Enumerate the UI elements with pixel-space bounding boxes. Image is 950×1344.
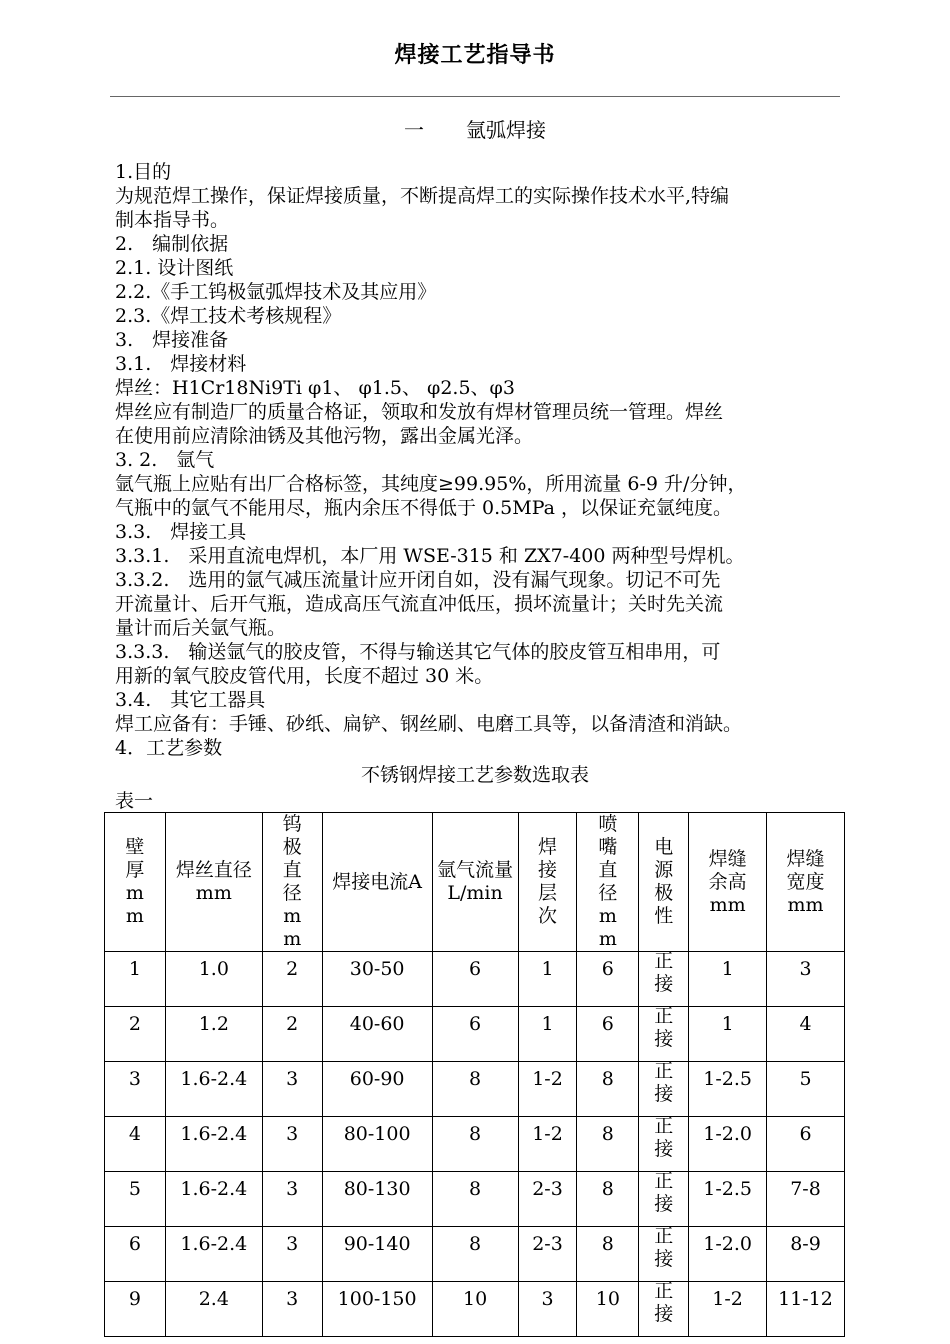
table-header-row — [105, 813, 845, 952]
text-line: 2.3.《焊工技术考核规程》 — [115, 305, 342, 327]
text-line: 2.2.《手工钨极氩弧焊技术及其应用》 — [115, 281, 437, 303]
table-row — [105, 1117, 845, 1172]
table-cell: 8 — [577, 1062, 639, 1117]
table-cell: 6 — [432, 952, 518, 1007]
table-cell: 6 — [767, 1117, 845, 1172]
table-cell: 2-3 — [518, 1172, 577, 1227]
table-cell: 2 — [105, 1007, 166, 1062]
text-line: 开流量计、后开气瓶，造成高压气流直冲低压，损坏流量计；关时先关流 — [115, 593, 724, 615]
table-cell: 2.4 — [165, 1282, 262, 1337]
table-cell: 8 — [577, 1117, 639, 1172]
table-cell: 4 — [767, 1007, 845, 1062]
document-body — [115, 160, 843, 760]
text-line: 气瓶中的氩气不能用尽，瓶内余压不得低于 0.5MPa ，以保证充氩纯度。 — [115, 497, 733, 519]
section-heading — [0, 114, 950, 143]
table-cell: 1.6-2.4 — [165, 1062, 262, 1117]
text-line: 3. 焊接准备 — [115, 329, 229, 351]
welding-parameter-table — [104, 812, 845, 1337]
text-line: 用新的氧气胶皮管代用，长度不超过 30 米。 — [115, 665, 494, 687]
table-cell: 3 — [518, 1282, 577, 1337]
text-line: 3.1. 焊接材料 — [115, 353, 247, 375]
header-argon-flow: 氩气流量L/min — [432, 813, 518, 952]
table-row — [105, 1007, 845, 1062]
table-cell: 正接 — [639, 1062, 689, 1117]
text-line: 量计而后关氩气瓶。 — [115, 617, 287, 639]
table-cell: 1-2 — [518, 1062, 577, 1117]
table-cell: 正接 — [639, 1282, 689, 1337]
table-cell: 90-140 — [322, 1227, 432, 1282]
table-cell: 正接 — [639, 952, 689, 1007]
text-line: 2. 编制依据 — [115, 233, 229, 255]
table-cell: 9 — [105, 1282, 166, 1337]
text-line: 4．工艺参数 — [115, 737, 223, 759]
table-cell: 1 — [689, 952, 767, 1007]
text-line: 3.3.3. 输送氩气的胶皮管，不得与输送其它气体的胶皮管互相串用，可 — [115, 641, 721, 663]
table-cell: 1-2 — [689, 1282, 767, 1337]
table-cell: 2-3 — [518, 1227, 577, 1282]
table-cell: 8 — [577, 1227, 639, 1282]
header-weld-width: 焊缝宽度mm — [767, 813, 845, 952]
table-cell: 1 — [105, 952, 166, 1007]
table-cell: 1.2 — [165, 1007, 262, 1062]
table-cell: 8 — [432, 1117, 518, 1172]
table-cell: 1-2.0 — [689, 1227, 767, 1282]
table-cell: 1 — [689, 1007, 767, 1062]
table-cell: 2 — [262, 952, 322, 1007]
table-cell: 2 — [262, 1007, 322, 1062]
text-line: 氩气瓶上应贴有出厂合格标签，其纯度≥99.95%，所用流量 6-9 升/分钟， — [115, 473, 747, 495]
text-line: 3.3. 焊接工具 — [115, 521, 247, 543]
table-cell: 8-9 — [767, 1227, 845, 1282]
text-line: 焊丝应有制造厂的质量合格证，领取和发放有焊材管理员统一管理。焊丝 — [115, 401, 724, 423]
table-cell: 8 — [577, 1172, 639, 1227]
table-cell: 7-8 — [767, 1172, 845, 1227]
table-row — [105, 1172, 845, 1227]
table-cell: 40-60 — [322, 1007, 432, 1062]
table-cell: 4 — [105, 1117, 166, 1172]
table-cell: 1-2.5 — [689, 1062, 767, 1117]
table-cell: 8 — [432, 1062, 518, 1117]
section-number: 一 — [404, 118, 424, 142]
table-cell: 3 — [105, 1062, 166, 1117]
table-cell: 3 — [262, 1117, 322, 1172]
table-cell: 6 — [105, 1227, 166, 1282]
table-cell: 8 — [432, 1227, 518, 1282]
table-cell: 1.6-2.4 — [165, 1227, 262, 1282]
table-cell: 10 — [577, 1282, 639, 1337]
table-cell: 30-50 — [322, 952, 432, 1007]
table-cell: 6 — [577, 952, 639, 1007]
table-cell: 3 — [262, 1282, 322, 1337]
table-row — [105, 1282, 845, 1337]
text-line: 为规范焊工操作，保证焊接质量，不断提高焊工的实际操作技术水平,特编 — [115, 185, 730, 207]
table-cell: 100-150 — [322, 1282, 432, 1337]
table-cell: 1-2.0 — [689, 1117, 767, 1172]
text-line: 3.3.2. 选用的氩气减压流量计应开闭自如，没有漏气现象。切记不可先 — [115, 569, 721, 591]
table-caption: 不锈钢焊接工艺参数选取表 — [360, 764, 589, 786]
text-line: 2.1. 设计图纸 — [115, 257, 234, 279]
text-line: 3. 2. 氩气 — [115, 449, 215, 471]
table-cell: 1 — [518, 952, 577, 1007]
table-cell: 8 — [432, 1172, 518, 1227]
header-reinforcement-height: 焊缝余高mm — [689, 813, 767, 952]
table-cell: 6 — [432, 1007, 518, 1062]
header-power-polarity: 电源极性 — [639, 813, 689, 952]
text-line: 3.3.1. 采用直流电焊机，本厂用 WSE-315 和 ZX7-400 两种型号焊机。 — [115, 545, 745, 567]
table-cell: 1-2 — [518, 1117, 577, 1172]
header-wall-thickness: 壁厚mm — [105, 813, 166, 952]
table-cell: 1.6-2.4 — [165, 1172, 262, 1227]
text-line: 焊工应备有：手锤、砂纸、扁铲、钢丝刷、电磨工具等，以备清渣和消缺。 — [115, 713, 743, 735]
table-cell: 10 — [432, 1282, 518, 1337]
text-line: 制本指导书。 — [115, 209, 230, 231]
table-cell: 正接 — [639, 1172, 689, 1227]
table-label: 表一 — [115, 790, 154, 812]
table-cell: 5 — [105, 1172, 166, 1227]
text-line: 在使用前应清除油锈及其他污物，露出金属光泽。 — [115, 425, 534, 447]
header-welding-current: 焊接电流A — [322, 813, 432, 952]
table-cell: 正接 — [639, 1117, 689, 1172]
table-row — [105, 1062, 845, 1117]
header-wire-diameter: 焊丝直径 mm — [165, 813, 262, 952]
table-cell: 正接 — [639, 1007, 689, 1062]
table-cell: 60-90 — [322, 1062, 432, 1117]
table-cell: 3 — [767, 952, 845, 1007]
header-weld-layers: 焊接层次 — [518, 813, 577, 952]
text-line: 焊丝：H1Cr18Ni9Ti φ1、 φ1.5、 φ2.5、φ3 — [115, 377, 515, 399]
section-name: 氩弧焊接 — [466, 118, 546, 142]
document-title: 焊接工艺指导书 — [394, 42, 556, 68]
table-cell: 3 — [262, 1227, 322, 1282]
table-cell: 1-2.5 — [689, 1172, 767, 1227]
table-cell: 3 — [262, 1172, 322, 1227]
table-row — [105, 1227, 845, 1282]
table-cell: 6 — [577, 1007, 639, 1062]
table-row — [105, 952, 845, 1007]
table-cell: 正接 — [639, 1227, 689, 1282]
header-divider — [110, 96, 840, 97]
table-cell: 80-130 — [322, 1172, 432, 1227]
table-cell: 80-100 — [322, 1117, 432, 1172]
text-line: 3.4. 其它工器具 — [115, 689, 266, 711]
text-line: 1.目的 — [115, 161, 172, 183]
table-cell: 11-12 — [767, 1282, 845, 1337]
table-cell: 1 — [518, 1007, 577, 1062]
table-cell: 1.6-2.4 — [165, 1117, 262, 1172]
table-cell: 1.0 — [165, 952, 262, 1007]
table-cell: 5 — [767, 1062, 845, 1117]
header-nozzle-diameter: 喷嘴直径mm — [577, 813, 639, 952]
table-cell: 3 — [262, 1062, 322, 1117]
header-tungsten-diameter: 钨极直径mm — [262, 813, 322, 952]
